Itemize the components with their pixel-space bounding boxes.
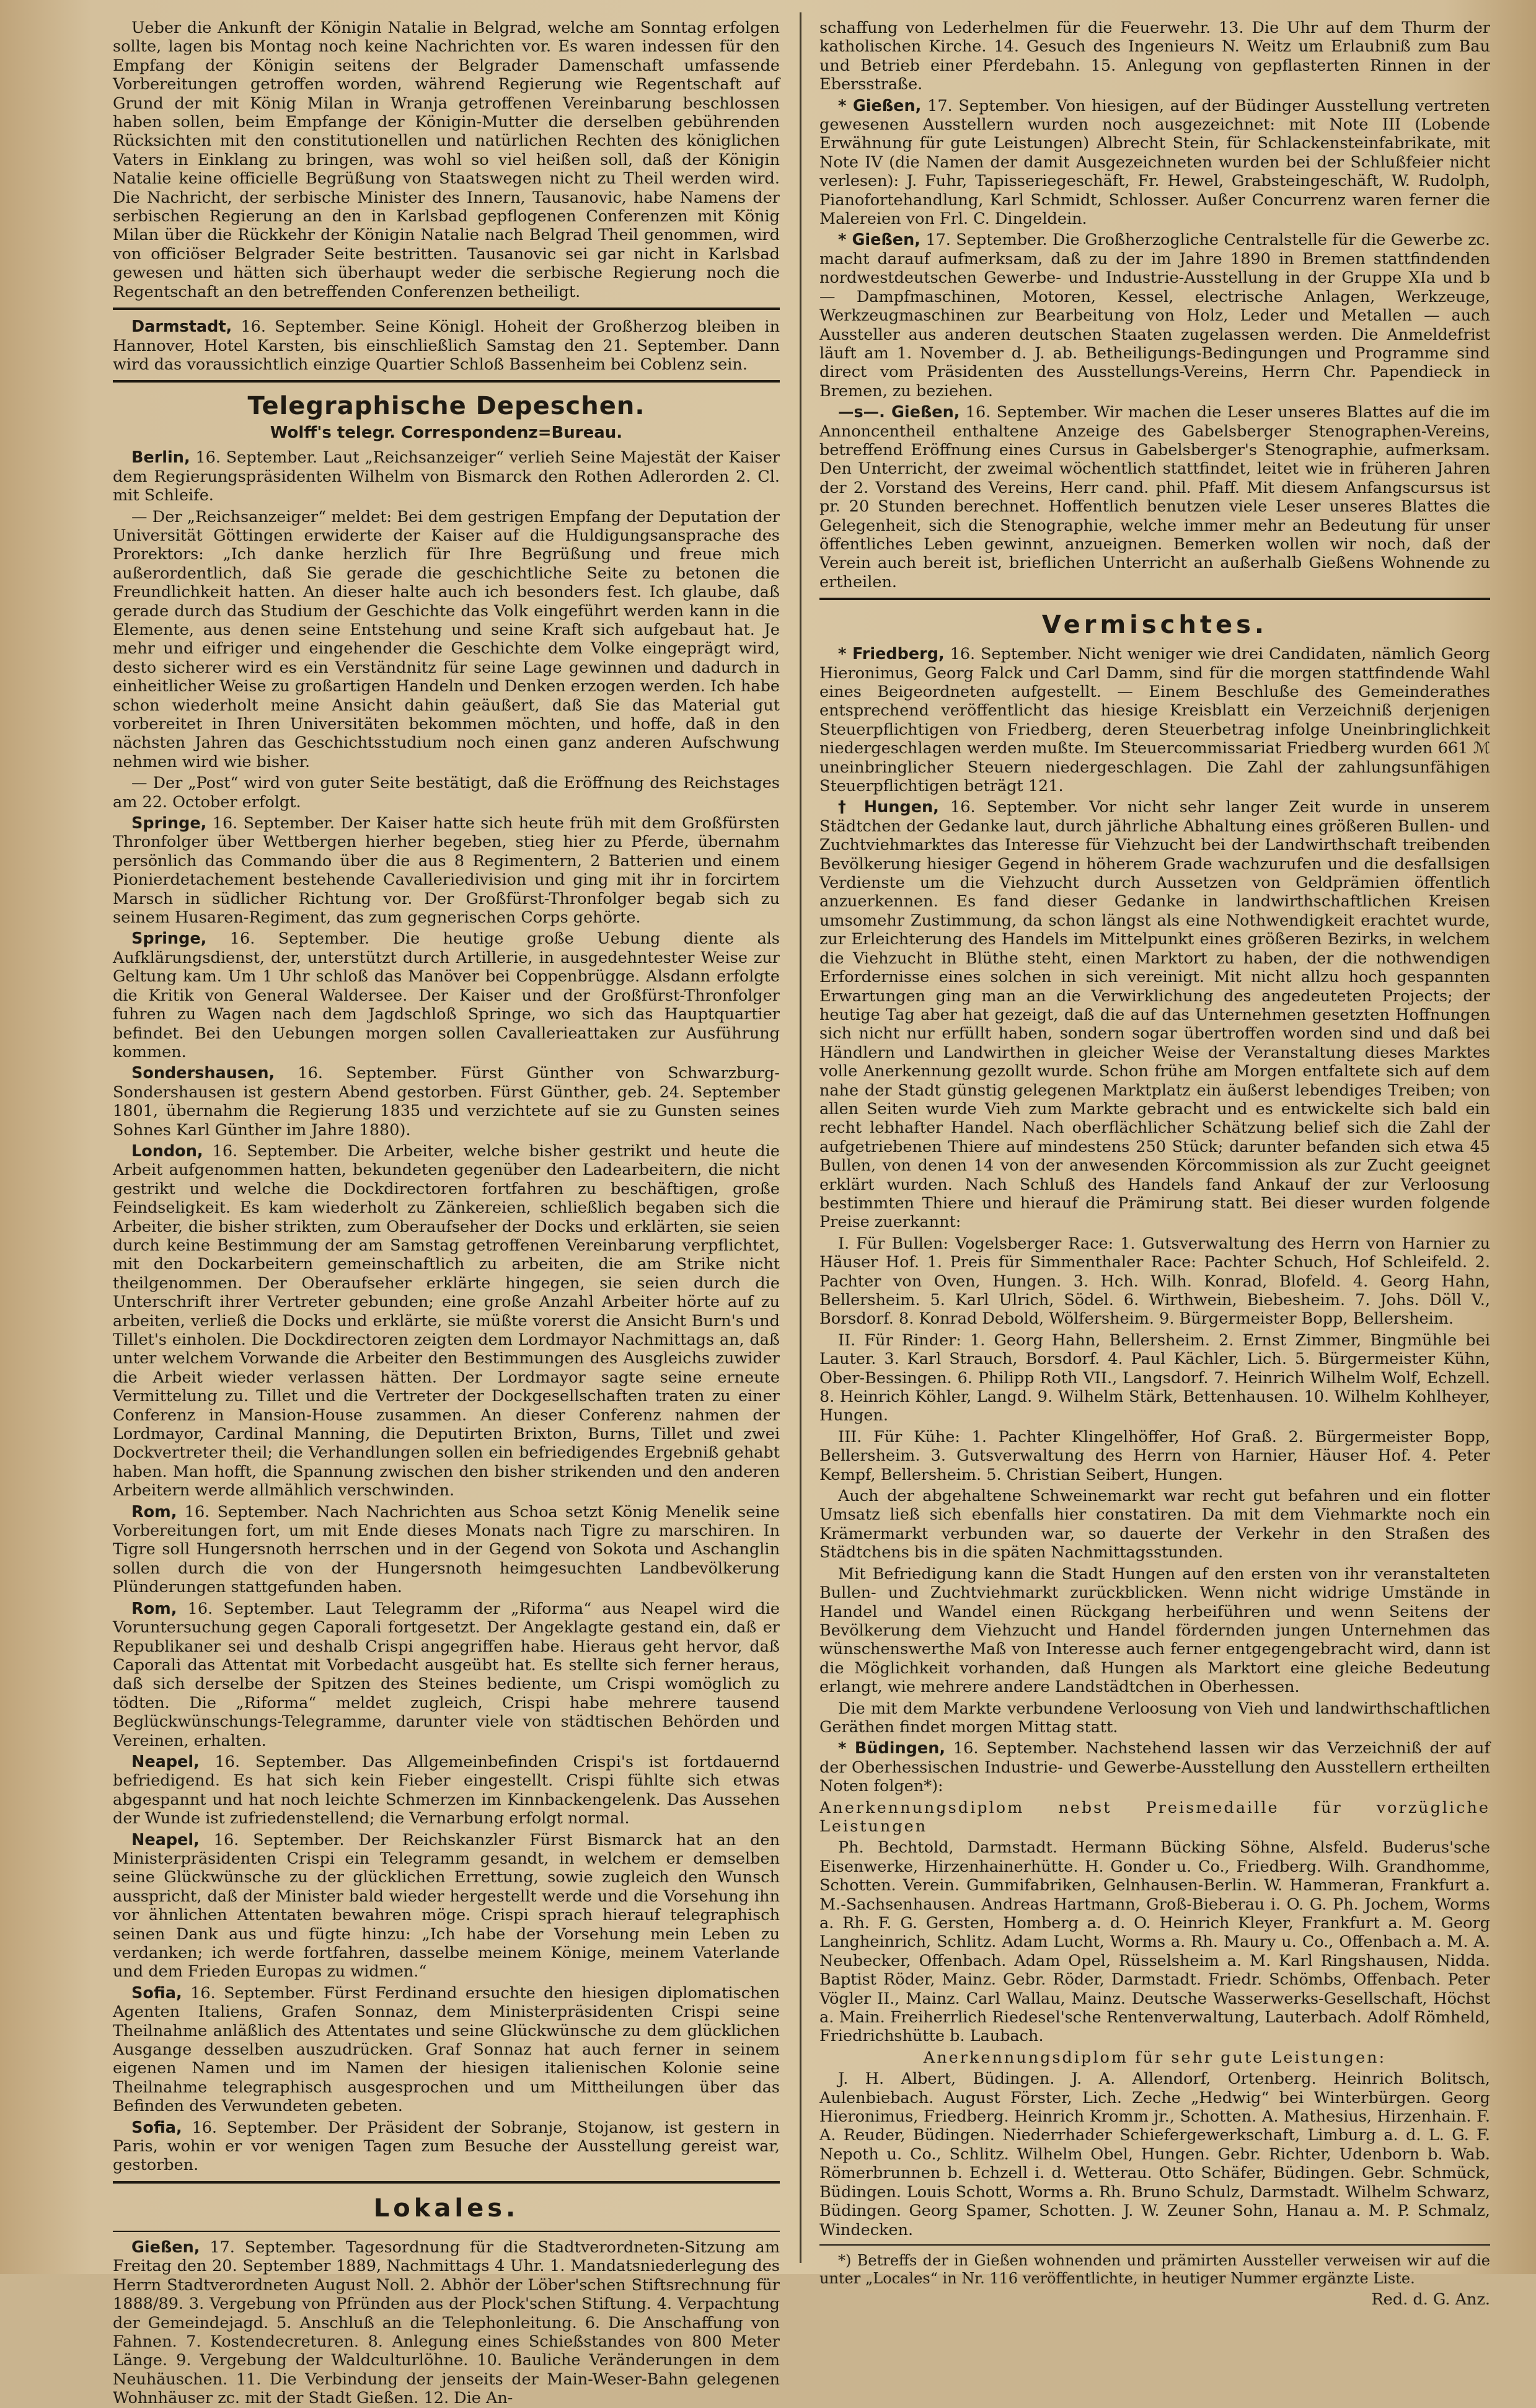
place-giessen: —s—. Gießen,: [838, 403, 960, 422]
schweinemarkt-paragraph: Auch der abgehaltene Schweinemarkt war recht gut befahren und ein flotter Umsatz ließ sich ebenfalls hier constatiren. Da mit dem Viehmarkte noch ein Krämermarkt verbunden war, so dauerte der Verkehr in den Straßen des Städtchens bis in die späten Nachmittagsstunden.: [819, 1487, 1490, 1562]
buedingen-article: [819, 1739, 1490, 1795]
section-rule: [819, 598, 1490, 600]
vermischtes-heading: Vermischtes.: [1041, 611, 1268, 640]
sofia-article-2: [113, 2118, 780, 2175]
springe-article-2: [113, 929, 780, 1061]
neapel-article-2: [113, 1831, 780, 1981]
right-column: [819, 19, 1491, 2309]
place-neapel: Neapel,: [131, 1752, 200, 1771]
giessen-text-3: 17. September. Die Großherzogliche Centralstelle für die Gewerbe zc. macht darauf aufmerksam, daß zu der im Jahre 1890 in Bremen stattfindenden nordwestdeutschen Gewerbe- und Industrie-Ausstellung in der Gruppe XIa und b — Dampfmaschinen, Motoren, Kessel, electrische Anlagen, Werkzeuge, Werkzeugmaschinen zur Bearbeitung von Holz, Leder und Metallen — auch Aussteller aus anderen deutschen Staaten zugelassen werden. Die Anmeldefrist läuft am 1. November d. J. ab. Betheiligungs-Bedingungen und Programme sind direct vom Präsidenten des Ausstellungs-Vereins, Herrn Chr. Papendieck in Bremen, zu beziehen.: [819, 231, 1491, 401]
place-rom: Rom,: [131, 1599, 177, 1618]
verloosung-paragraph: Die mit dem Markte verbundene Verloosung von Vieh und landwirthschaftlichen Geräthen findet morgen Mittag statt.: [819, 1699, 1490, 1737]
agenda-continuation: schaffung von Lederhelmen für die Feuerwehr. 13. Die Uhr auf dem Thurm der katholischen Kirche. 14. Gesuch des Ingenieurs N. Weitz um Erlaubniß zum Bau und Betrieb einer Pferdebahn. 15. Anlegung von gepflasterten Rinnen in der Ebersstraße.: [819, 19, 1490, 94]
place-giessen: * Gießen,: [838, 231, 920, 250]
diplom-heading-1: Anerkennungsdiplom nebst Preismedaille für vorzügliche Leistungen: [819, 1798, 1490, 1836]
giessen-article-2: [819, 97, 1490, 229]
place-neapel: Neapel,: [131, 1830, 200, 1849]
darmstadt-article: [113, 317, 780, 374]
place-sofia: Sofia,: [131, 1983, 182, 2003]
sofia-text-1: 16. September. Fürst Ferdinand ersuchte den hiesigen diplomatischen Agenten Italiens, Grafen Sonnaz, dem Ministerpräsidenten Crispi seine Theilnahme anläßlich des Attentates und seine Glückwünsche zu dem glücklichen Ausgange desselben auszudrücken. Graf Sonnaz hat auch ferner in seinem eigenen Namen und im Namen der hiesigen italienischen Kolonie seine Theilnahme telegraphisch ausgesprochen und um Mittheilungen über das Befinden des Verwundeten gebeten.: [113, 1983, 780, 2116]
place-giessen: Gießen,: [131, 2238, 200, 2257]
post-article: — Der „Post“ wird von guter Seite bestätigt, daß die Eröffnung des Reichstages am 22. October erfolgt.: [113, 774, 780, 812]
place-rom: Rom,: [131, 1502, 177, 1521]
place-springe: Springe,: [131, 929, 207, 949]
place-sondershausen: Sondershausen,: [131, 1064, 275, 1083]
befriedigung-paragraph: Mit Befriedigung kann die Stadt Hungen auf den ersten von ihr veranstalteten Bullen- und Zuchtviehmarkt zurückblicken. Wenn nicht widrige Umstände in Handel und Wandel einen Rückgang herbeiführen und wenn Seitens der Bevölkerung dem Viehzucht und Handel fördernden jungen Unternehmen das wünschenswerthe Maß von Interesse auch ferner entgegengebracht wird, dann ist die Möglichkeit vorhanden, daß Hungen als Marktort eine gleiche Bedeutung erlangt, wie mehrere andere Landstädtchen in Oberhessen.: [819, 1564, 1490, 1697]
buedingen-text: 16. September. Nachstehend lassen wir das Verzeichniß der auf der Oberhessischen Industrie- und Gewerbe-Ausstellung den Ausstellern ertheilten Noten folgen*):: [819, 1739, 1491, 1796]
hungen-article: [819, 798, 1490, 1231]
diplom-list-1: Ph. Bechtold, Darmstadt. Hermann Bücking Söhne, Alsfeld. Buderus'sche Eisenwerke, Hirzenhainerhütte. H. Gonder u. Co., Friedberg. Wilh. Grandhomme, Schotten. Verein. Gummifabriken, Gelnhausen-Berlin. W. Hammeran, Frankfurt a. M.-Sachsenhausen. Andreas Hartmann, Groß-Bieberau i. O. G. Ph. Jochem, Worms a. Rh. F. G. Gersten, Homberg a. d. O. Heinrich Kleyer, Frankfurt a. M. Georg Langheinrich, Schlitz. Adam Lucht, Worms a. Rh. Maury u. Co., Offenbach a. M. A. Neubecker, Offenbach. Adam Opel, Rüsselsheim a. M. Karl Ringshausen, Nidda. Baptist Röder, Mainz. Gebr. Röder, Darmstadt. Friedr. Schömbs, Offenbach. Peter Vögler II., Mainz. Carl Wallau, Mainz. Deutsche Wasserwerks-Gesellschaft, Höchst a. Main. Freiherrlich Riedesel'sche Rentenverwaltung, Lauterbach. Adolf Römheld, Friedrichshütte b. Laubach.: [819, 1838, 1490, 2046]
telegrams-subheading: Wolff's telegr. Correspondenz=Bureau.: [270, 423, 623, 443]
rom-article-1: [113, 1503, 780, 1597]
place-giessen: * Gießen,: [838, 96, 922, 115]
place-buedingen: * Büdingen,: [838, 1739, 946, 1758]
berlin-article: [113, 448, 780, 505]
telegrams-heading: Telegraphische Depeschen.: [247, 392, 645, 421]
sofia-text-2: 16. September. Der Präsident der Sobranje, Stojanow, ist gestern in Paris, wohin er vor wenigen Tagen zum Besuche der Ausstellung gereist war, gestorben.: [113, 2118, 780, 2175]
place-hungen: † Hungen,: [838, 798, 939, 817]
place-berlin: Berlin,: [131, 448, 190, 467]
giessen-article-3: [819, 231, 1490, 401]
sofia-article-1: [113, 1984, 780, 2116]
section-rule: [113, 308, 780, 310]
place-darmstadt: Darmstadt,: [131, 317, 232, 337]
place-sofia: Sofia,: [131, 2118, 182, 2137]
prize-kuehe: III. Für Kühe: 1. Pachter Klingelhöffer, Hof Graß. 2. Bürgermeister Bopp, Bellersheim. 3. Gutsverwaltung des Herrn von Harnier, Häuser Hof. 4. Peter Kempf, Bellersheim. 5. Christian Seibert, Hungen.: [819, 1427, 1490, 1484]
darmstadt-text: 16. September. Seine Königl. Hoheit der Großherzog bleiben in Hannover, Hotel Karsten, bis einschließlich Samstag den 21. September. Dann wird das voraussichtlich einzige Quartier Schloß Bassenheim bei Coblenz sein.: [113, 317, 780, 374]
section-rule: [113, 2181, 780, 2184]
prize-rinder: II. Für Rinder: 1. Georg Hahn, Bellersheim. 2. Ernst Zimmer, Bingmühle bei Lauter. 3. Karl Strauch, Borsdorf. 4. Paul Kächler, Lich. 5. Bürgermeister Kühn, Ober-Bessingen. 6. Philipp Roth VII., Langsdorf. 7. Heinrich Wilhelm Wolf, Echzell. 8. Heinrich Köhler, Langd. 9. Wilhelm Stärk, Bettenhausen. 10. Wilhelm Kohlheyer, Hungen.: [819, 1330, 1490, 1425]
sondershausen-text: 16. September. Fürst Günther von Schwarzburg-Sondershausen ist gestern Abend gestorben. Fürst Günther, geb. 24. September 1801, übernahm die Regierung 1835 und verzichtete auf sie zu Gunsten seines Sohnes Karl Günther im Jahre 1880).: [113, 1064, 780, 1140]
footnote-rule: [819, 2244, 1490, 2246]
friedberg-text: 16. September. Nicht weniger wie drei Candidaten, nämlich Georg Hieronimus, Georg Falck und Carl Damm, sind für die morgen stattfindende Wahl eines Beigeordneten aufgestellt. — Einem Beschluße des Gemeinderathes entsprechend veröffentlicht das hiesige Kreisblatt ein Verzeichniß derjenigen Steuerpflichtigen von Friedberg, deren Steuerbetrag infolge Uneinbringlichkeit niedergeschlagen werden mußte. Im Steuercommissariat Friedberg wurden 661 ℳ uneinbringlicher Steuern niedergeschlagen. Die Zahl der zahlungsunfähigen Steuerpflichtigen beträgt 121.: [819, 645, 1490, 796]
lokales-heading: Lokales.: [373, 2193, 519, 2223]
rom-text-2: 16. September. Laut Telegramm der „Riforma“ aus Neapel wird die Voruntersuchung gegen Caporali fortgesetzt. Der Angeklagte gestand ein, daß er Republikaner sei und deshalb Crispi angegriffen habe. Hieraus geht hervor, daß Caporali das Attentat mit Vorbedacht ausgeübt hat. Es stellte sich ferner heraus, daß sich derselbe der Spitzen des Steines bediente, um Crispi womöglich zu tödten. Die „Riforma“ meldet zugleich, Crispi habe mehrere tausend Beglückwünschungs-Telegramme, darunter viele von städtischen Behörden und Vereinen, erhalten.: [113, 1599, 780, 1750]
giessen-text-4: 16. September. Wir machen die Leser unseres Blattes auf die im Annoncentheil enthaltene Anzeige des Gabelsberger Stenographen-Vereins, betreffend Eröffnung eines Cursus in Gabelsberger's Stenographie, aufmerksam. Den Unterricht, der zweimal wöchentlich stattfindet, leitet wie in früheren Jahren der 2. Vorstand des Vereins, Herr cand. phil. Pfaff. Mit diesem Anfangscursus ist pr. 20 Stunden berechnet. Hoffentlich benutzen viele Leser unseres Blattes die Gelegenheit, sich die Stenographie, welche immer mehr an Bedeutung für unser öffentliches Leben gewinnt, anzueignen. Bemerken wollen wir noch, daß der Verein auch bereit ist, brieflichen Unterricht an außerhalb Gießens Wohnende zu ertheilen.: [819, 403, 1491, 591]
neapel-article-1: [113, 1753, 780, 1828]
place-friedberg: * Friedberg,: [838, 645, 945, 664]
giessen-agenda-article: [113, 2238, 780, 2408]
footnote: *) Betreffs der in Gießen wohnenden und prämirten Aussteller verweisen wir auf die unter „Locales“ in Nr. 116 veröffentlichte, in heutiger Nummer ergänzte Liste.: [819, 2251, 1490, 2287]
sondershausen-article: [113, 1064, 780, 1140]
prize-bullen: I. Für Bullen: Vogelsberger Race: 1. Gutsverwaltung des Herrn von Harnier zu Häuser Hof. 1. Preis für Simmenthaler Race: Pachter Schuch, Hof Schleifeld. 2. Pachter von Oven, Hungen. 3. Hch. Wilh. Konrad, Blofeld. 4. Georg Hahn, Bellersheim. 5. Karl Ulrich, Södel. 6. Wirthwein, Biebesheim. 7. Johs. Döll V., Borsdorf. 8. Konrad Debold, Wölfersheim. 9. Bürgermeister Bopp, Bellersheim.: [819, 1234, 1490, 1329]
berlin-text: 16. September. Laut „Reichsanzeiger“ verlieh Seine Majestät der Kaiser dem Regierungspräsidenten Wilhelm von Bismarck den Rothen Adlerorden 2. Cl. mit Schleife.: [113, 448, 780, 505]
footnote-signature: Red. d. G. Anz.: [1371, 2290, 1490, 2309]
left-column: [113, 19, 780, 2408]
place-springe: Springe,: [131, 814, 207, 833]
neapel-text-1: 16. September. Das Allgemeinbefinden Crispi's ist fortdauernd befriedigend. Es hat sich kein Fieber eingestellt. Crispi fühlte sich etwas abgespannt und hat noch leichte Schmerzen im Kinnbackengelenk. Das Aussehen der Wunde ist zufriedenstellend; die Vernarbung erfolgt normal.: [113, 1752, 780, 1828]
springe-text-1: 16. September. Der Kaiser hatte sich heute früh mit dem Großfürsten Thronfolger über Wettbergen hierher begeben, stieg hier zu Pferde, übernahm persönlich das Commando über die aus 8 Regimentern, 2 Batterien und einem Pionierdetachement bestehende Cavalleriedivision und ging mit ihr in forcirtem Marsch in südlicher Richtung vor. Der Großfürst-Thronfolger begab sich zu seinem Husaren-Regiment, das zum gegnerischen Corps gehörte.: [113, 814, 780, 927]
reichsanzeiger-article: — Der „Reichsanzeiger“ meldet: Bei dem gestrigen Empfang der Deputation der Universität Göttingen erwiderte der Kaiser auf die Huldigungsansprache des Prorektors: „Ich danke herzlich für Ihre Begrüßung und freue mich außerordentlich, daß Sie gerade die geschichtliche Seite zu betonen die Freundlichkeit hatten. An dieser halte auch ich besonders fest. Ich glaube, daß gerade durch das Studium der Geschichte das Volk eingeführt werden kann in die Elemente, aus denen seine Entstehung und seine Kraft sich aufgebaut hat. Je mehr und eifriger und eingehender die Geschichte dem Volke eingeprägt wird, desto sicherer wird es ein Verständnitz für seine Lage gewinnen und dadurch in einheitlicher Weise zu großartigen Handeln und Denken erzogen werden. Ich habe schon wiederholt meine Ansicht dahin geäußert, daß Sie das Material gut vorbereitet in Ihren Universitäten bekommen möchten, und hoffe, daß in den nächsten Jahren das Geschichtsstudium noch einen ganz anderen Aufschwung nehmen wird wie bisher.: [113, 507, 780, 771]
giessen-text-2: 17. September. Von hiesigen, auf der Büdinger Ausstellung vertreten gewesenen Ausstellern wurden noch ausgezeichnet: mit Note III (Lobende Erwähnung für gute Leistungen) Albrecht Stein, für Schlackensteinfabrikate, mit Note IV (die Namen der damit Ausgezeichneten wurden bei der Schlußfeier nicht verlesen): J. Fuhr, Tapisseriegeschäft, Fr. Hewel, Grabsteingeschäft, W. Rudolph, Pianofortehandlung, Karl Schmidt, Schlosser. Außer Concurrenz waren ferner die Malereien von Frl. C. Dingeldein.: [819, 96, 1491, 229]
rom-article-2: [113, 1600, 780, 1750]
column-divider: [800, 12, 801, 2263]
diplom-heading-2: Anerkennungsdiplom für sehr gute Leistungen:: [923, 2048, 1387, 2067]
giessen-article-4: [819, 403, 1490, 591]
place-london: London,: [131, 1141, 203, 1161]
friedberg-article: [819, 645, 1490, 795]
natalie-article: Ueber die Ankunft der Königin Natalie in Belgrad, welche am Sonntag erfolgen sollte, lagen bis Montag noch keine Nachrichten vor. Es waren indessen für den Empfang der Königin seitens der Belgrader Damenschaft umfassende Vorbereitungen getroffen worden, während Regierung wie Regentschaft auf Grund der mit König Milan in Wranja getroffenen Vereinbarung beschlossen haben sollen, beim Empfange der Königin-Mutter die derselben gebührenden Rücksichten mit den constitutionellen und natürlichen Rechten des königlichen Vaters in Einklang zu bringen, was wohl so viel heißen soll, daß der Königin Natalie keine officielle Begrüßung von Staatswegen nicht zu Theil werden wird. Die Nachricht, der serbische Minister des Innern, Tausanovic, habe Namens der serbischen Regierung an den in Karlsbad gepflogenen Conferenzen mit König Milan über die Rückkehr der Königin Natalie nach Belgrad Theil genommen, wird von officiöser Belgrader Seite bestritten. Tausanovic sei gar nicht in Karlsbad gewesen und hätten sich überhaupt weder die serbische Regierung noch die Regentschaft an den betreffenden Conferenzen betheiligt.: [113, 19, 780, 301]
london-text: 16. September. Die Arbeiter, welche bisher gestrikt und heute die Arbeit aufgenommen hatten, bekundeten gegenüber den Ladearbeitern, die nicht gestrikt und welche die Dockdirectoren fortfahren zu beschäftigen, große Feindseligkeit. Es kam wiederholt zu Zänkereien, schließlich begaben sich die Arbeiter, die bisher strikten, zum Oberaufseher der Docks und erklärten, sie seien durch keine Bestimmung der am Samstag getroffenen Vereinbarung verpflichtet, mit den Dockarbeitern gemeinschaftlich zu arbeiten, die am Strike nicht theilgenommen. Der Oberaufseher erklärte hingegen, sie seien durch die Unterschrift ihrer Vertreter gebunden; eine große Anzahl Arbeiter hörte auf zu arbeiten, verließ die Docks und erklärte, sie müßte vorerst die Ansicht Burn's und Tillet's einholen. Die Dockdirectoren zeigten dem Lordmayor Nachmittags an, daß unter welchem Vorwande die Arbeiter den Bestimmungen des Ausgleichs zuwider die Arbeit wieder verlassen hätten. Der Lordmayor sagte seine erneute Vermittelung zu. Tillet und die Vertreter der Dockgesellschaften traten zu einer Conferenz in Mansion-House zusammen. An dieser Conferenz nahmen der Lordmayor, Cardinal Manning, die Deputirten Brixton, Burns, Tillet und zwei Dockvertreter theil; die Verhandlungen sollen ein befriedigendes Ergebniß gehabt haben. Man hofft, die Spannung zwischen den bisher strikenden und den anderen Arbeitern werde allmählich verschwinden.: [113, 1141, 780, 1500]
giessen-agenda-text: 17. September. Tagesordnung für die Stadtverordneten-Sitzung am Freitag den 20. September 1889, Nachmittags 4 Uhr. 1. Mandatsniederlegung des Herrn Stadtverordneten August Noll. 2. Abhör der Löber'schen Stiftsrechnung für 1888/89. 3. Vergebung von Pfründen aus der Plock'schen Stiftung. 4. Verpachtung der Gemeindejagd. 5. Anschluß an die Telephonleitung. 6. Die Anschaffung von Fahnen. 7. Kostendecreturen. 8. Anlegung eines Schießstandes von 800 Meter Länge. 9. Vergebung der Waldculturlöhne. 10. Bauliche Veränderungen in dem Neuhäuschen. 11. Die Verbindung der jenseits der Main-Weser-Bahn gelegenen Wohnhäuser zc. mit der Stadt Gießen. 12. Die An-: [113, 2238, 780, 2408]
section-rule: [113, 2231, 780, 2232]
neapel-text-2: 16. September. Der Reichskanzler Fürst Bismarck hat an den Ministerpräsidenten Crispi ein Telegramm gesandt, in welchem er demselben seine Glückwünsche zu der glücklichen Errettung, sowie zugleich den Wunsch ausspricht, daß der Minister bald wieder hergestellt werde und die Vorsehung ihn vor ähnlichen Attentaten bewahren möge. Crispi sprach hierauf telegraphisch seinen Dank aus und fügte hinzu: „Ich habe der Vorsehung mein Leben zu verdanken; ich werde fortfahren, dasselbe meinem Könige, meinem Vaterlande und dem Frieden Europas zu widmen.“: [113, 1830, 780, 1981]
hungen-text: 16. September. Vor nicht sehr langer Zeit wurde in unserem Städtchen der Gedanke laut, durch jährliche Abhaltung eines größeren Bullen- und Zuchtviehmarktes das Interesse für Viehzucht bei der Landwirthschaft treibenden Bevölkerung hiesiger Gegend in höherem Grade wachzurufen und die desfallsigen Verdienste um die Viehzucht durch Aussetzen von Geldprämien öffentlich anzuerkennen. Es fand dieser Gedanke in landwirthschaftlichen Kreisen umsomehr Zustimmung, da schon längst als eine Nothwendigkeit erachtet wurde, zur Erleichterung des Handels im Mittelpunkt eines größeren Bezirks, in welchem die Viehzucht in Blüthe steht, einen Marktort zu haben, der die nothwendigen Erfordernisse eines solchen in sich vereinigt. Mit nicht allzu hoch gespannten Erwartungen ging man an die Verwirklichung des angedeuteten Projects; der heutige Tag aber hat gezeigt, daß die auf das Unternehmen gesetzten Hoffnungen sich nicht nur erfüllt haben, sondern sogar übertroffen worden sind und daß bei Händlern und Landwirthen in gleicher Weise der Veranstaltung dieses Marktes volle Anerkennung gezollt wurde. Schon frühe am Morgen entfaltete sich auf dem nahe der Stadt günstig gelegenen Marktplatz ein äußerst lebendiges Treiben; von allen Seiten wurde Vieh zum Markte gebracht und es entwickelte sich bald ein recht lebhafter Handel. Nach oberflächlicher Schätzung belief sich die Zahl der aufgetriebenen Thiere auf mindestens 250 Stück; darunter befanden sich etwa 45 Bullen, von denen 14 von der anwesenden Körcommission als zur Zucht geeignet erklärt wurden. Nach Schluß des Handels fand Ankauf der zur Verloosung bestimmten Thiere und hierauf die Prämirung statt. Bei dieser wurden folgende Preise zuerkannt:: [819, 798, 1490, 1232]
springe-text-2: 16. September. Die heutige große Uebung diente als Aufklärungsdienst, der, unterstützt durch Artillerie, in ausgedehntester Weise zur Geltung kam. Um 1 Uhr schloß das Manöver bei Coppenbrügge. Alsdann erfolgte die Kritik von General Waldersee. Der Kaiser und der Großfürst-Thronfolger fuhren zu Wagen nach dem Jagdschloß Springe, wo sich das Hauptquartier befindet. Bei den Uebungen morgen sollen Cavallerieattaken zur Ausführung kommen.: [113, 929, 780, 1061]
section-rule: [113, 380, 780, 383]
london-article: [113, 1142, 780, 1500]
rom-text-1: 16. September. Nach Nachrichten aus Schoa setzt König Menelik seine Vorbereitungen fort, um mit Ende dieses Monats nach Tigre zu marschiren. In Tigre soll Hungersnoth herrschen und in der Gegend von Sokota und Aschanglin sollen durch die von der Hungersnoth heimgesuchten Landbevölkerung Plünderungen stattgefunden haben.: [113, 1502, 780, 1597]
springe-article-1: [113, 814, 780, 927]
diplom-list-2: J. H. Albert, Büdingen. J. A. Allendorf, Ortenberg. Heinrich Bolitsch, Aulenbiebach. August Förster, Lich. Zeche „Hedwig“ bei Winterbürgen. Georg Hieronimus, Friedberg. Heinrich Kromm jr., Schotten. A. Mathesius, Hirzenhain. F. A. Reuder, Büdingen. Niederrhader Schiefergewerkschaft, Limburg a. d. L. G. F. Nepoth u. Co., Schlitz. Wilhelm Obel, Hungen. Gebr. Richter, Udenborn b. Wab. Römerbrunnen b. Echzell i. d. Wetterau. Otto Schäfer, Büdingen. Gebr. Schmück, Büdingen. Louis Schott, Worms a. Rh. Bruno Schulz, Darmstadt. Wilhelm Schwarz, Büdingen. Georg Spamer, Schotten. J. W. Zeuner Sohn, Hanau a. M. P. Schmalz, Windecken.: [819, 2069, 1490, 2239]
